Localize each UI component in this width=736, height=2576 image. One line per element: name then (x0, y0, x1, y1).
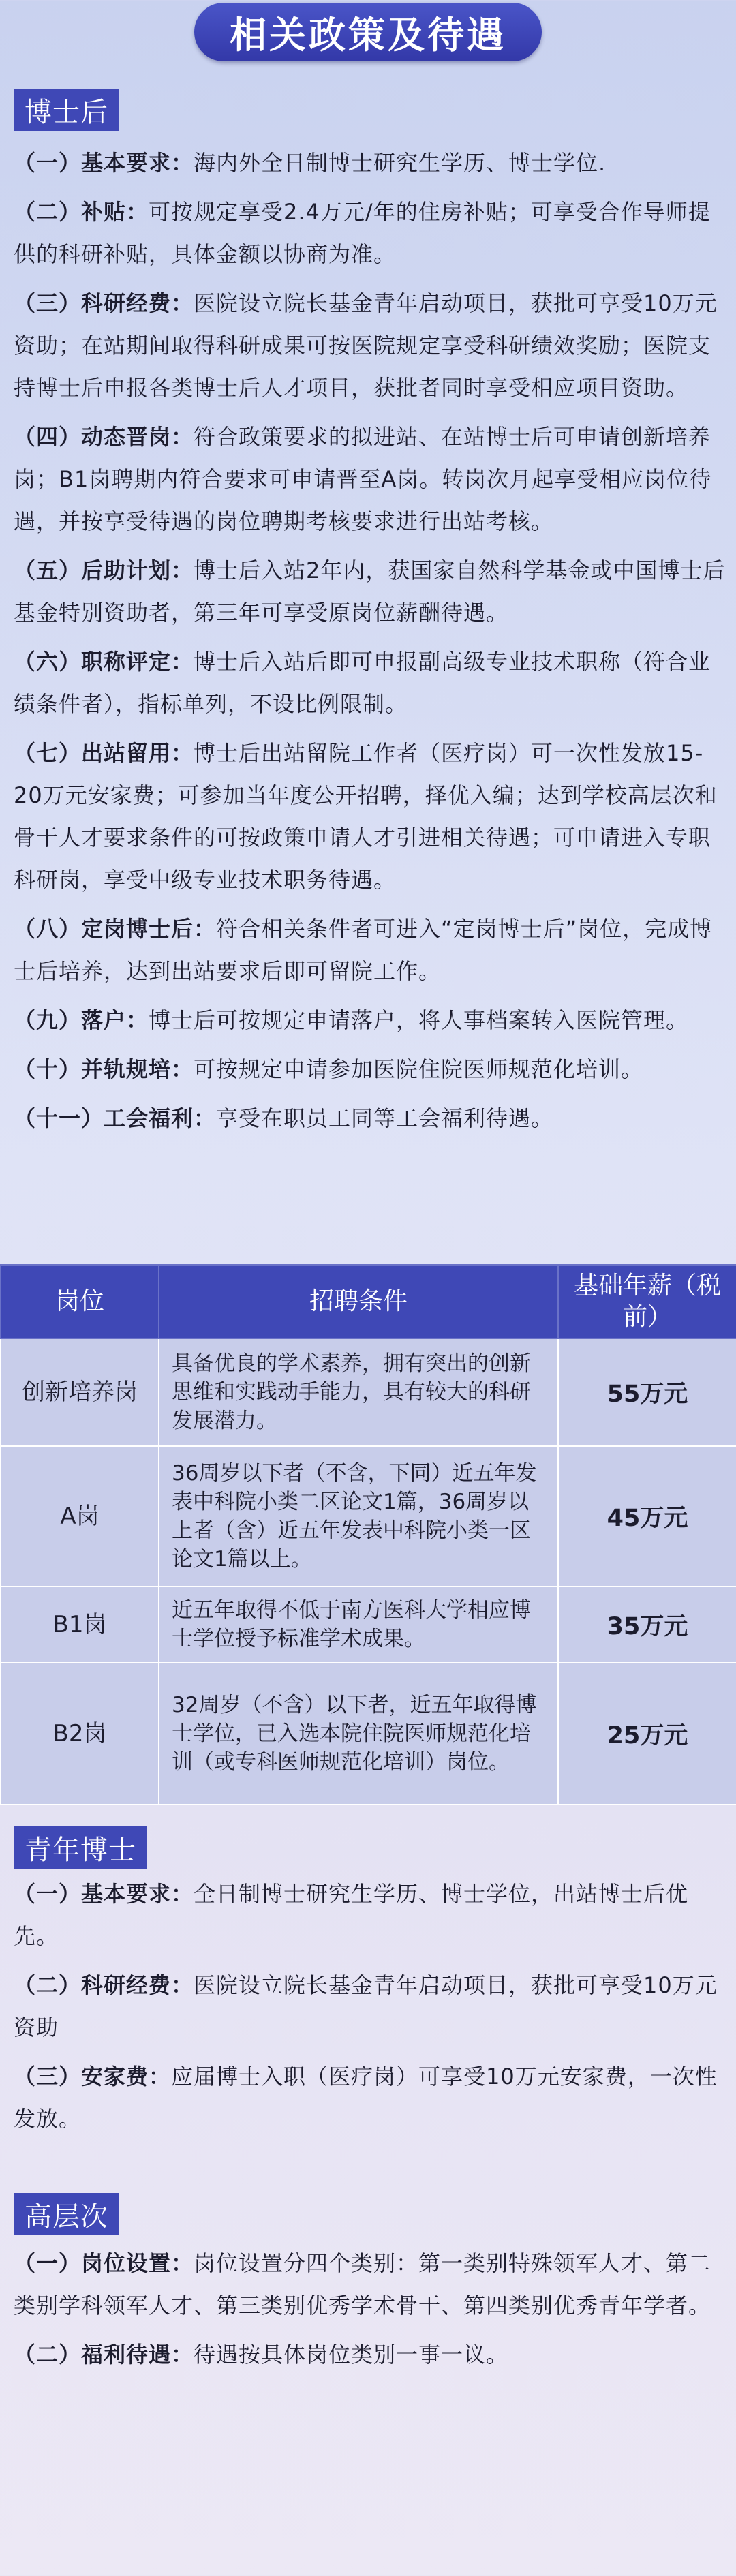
postdoc-item-hukou: （九）落户：博士后可按规定申请落户，将人事档案转入医院管理。 (14, 1007, 689, 1033)
title-banner (0, 3, 736, 61)
salary-table (0, 1264, 736, 1805)
condition-cell: 36周岁以下者（不含，下同）近五年发表中科院小类二区论文1篇，36周岁以上者（含）近五年发表中科院小类一区论文1篇以上。 (159, 1446, 558, 1586)
table-row (1, 1586, 736, 1663)
young-phd-list (14, 1873, 726, 2147)
table-row (1, 1338, 736, 1446)
position-cell: B1岗 (1, 1586, 159, 1663)
high-level-list (14, 2242, 726, 2382)
postdoc-item-retention: （七）出站留用：博士后出站留院工作者（医疗岗）可一次性发放15-20万元安家费；可参加当年度公开招聘，择优入编；达到学校高层次和骨干人才要求条件的可按政策申请人才引进相关待遇；可申请进入专职科研岗，享受中级专业技术职务待遇。 (14, 740, 718, 893)
header-condition: 招聘条件 (159, 1265, 558, 1338)
table-header-row (1, 1265, 736, 1338)
postdoc-item-union-welfare: （十一）工会福利：享受在职员工同等工会福利待遇。 (14, 1105, 554, 1131)
postdoc-item-basic: （一）基本要求：海内外全日制博士研究生学历、博士学位. (14, 150, 607, 176)
salary-cell: 45万元 (558, 1446, 736, 1586)
table-row (1, 1446, 736, 1586)
postdoc-item-subsidy: （二）补贴：可按规定享受2.4万元/年的住房补贴；可享受合作导师提供的科研补贴，具体金额以协商为准。 (14, 199, 711, 267)
section-label-high-level: 高层次 (14, 2193, 119, 2235)
salary-cell: 35万元 (558, 1586, 736, 1663)
salary-cell: 55万元 (558, 1338, 736, 1446)
young-item-basic: （一）基本要求：全日制博士研究生学历、博士学位，出站博士后优先。 (14, 1881, 689, 1949)
postdoc-item-support-plan: （五）后助计划：博士后入站2年内，获国家自然科学基金或中国博士后基金特别资助者，第三年可享受原岗位薪酬待遇。 (14, 557, 726, 626)
salary-cell: 25万元 (558, 1663, 736, 1805)
young-item-settlement: （三）安家费：应届博士入职（医疗岗）可享受10万元安家费，一次性发放。 (14, 2064, 718, 2132)
senior-item-welfare: （二）福利待遇：待遇按具体岗位类别一事一议。 (14, 2342, 509, 2367)
page-title: 相关政策及待遇 (194, 3, 542, 61)
postdoc-item-training: （十）并轨规培：可按规定申请参加医院住院医师规范化培训。 (14, 1056, 644, 1082)
postdoc-item-research-funds: （三）科研经费：医院设立院长基金青年启动项目，获批可享受10万元资助；在站期间取得科研成果可按医院规定享受科研绩效奖励；医院支持博士后申报各类博士后人才项目，获批者同时享受相应项目资助。 (14, 290, 718, 401)
section-label-postdoc: 博士后 (14, 89, 119, 131)
table-row (1, 1663, 736, 1805)
position-cell: B2岗 (1, 1663, 159, 1805)
condition-cell: 近五年取得不低于南方医科大学相应博士学位授予标准学术成果。 (159, 1586, 558, 1663)
postdoc-item-title-evaluation: （六）职称评定：博士后入站后即可申报副高级专业技术职称（符合业绩条件者），指标单列，不设比例限制。 (14, 649, 711, 717)
postdoc-item-promotion: （四）动态晋岗：符合政策要求的拟进站、在站博士后可申请创新培养岗；B1岗聘期内符合要求可申请晋至A岗。转岗次月起享受相应岗位待遇，并按享受待遇的岗位聘期考核要求进行出站考核。 (14, 424, 712, 534)
postdoc-item-fixed-post: （八）定岗博士后：符合相关条件者可进入“定岗博士后”岗位，完成博士后培养，达到出站要求后即可留院工作。 (14, 916, 713, 984)
section-label-young-phd: 青年博士 (14, 1826, 147, 1869)
header-salary: 基础年薪（税前） (558, 1265, 736, 1338)
condition-cell: 32周岁（不含）以下者，近五年取得博士学位，已入选本院住院医师规范化培训（或专科医师规范化培训）岗位。 (159, 1663, 558, 1805)
senior-item-positions: （一）岗位设置：岗位设置分四个类别：第一类别特殊领军人才、第二类别学科领军人才、第三类别优秀学术骨干、第四类别优秀青年学者。 (14, 2250, 711, 2318)
position-cell: A岗 (1, 1446, 159, 1586)
header-position: 岗位 (1, 1265, 159, 1338)
young-item-research-funds: （二）科研经费：医院设立院长基金青年启动项目，获批可享受10万元资助 (14, 1972, 718, 2040)
postdoc-list (14, 142, 726, 1146)
position-cell: 创新培养岗 (1, 1338, 159, 1446)
condition-cell: 具备优良的学术素养，拥有突出的创新思维和实践动手能力，具有较大的科研发展潜力。 (159, 1338, 558, 1446)
